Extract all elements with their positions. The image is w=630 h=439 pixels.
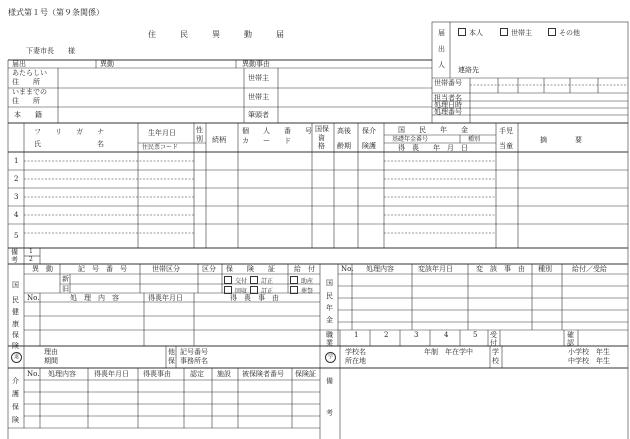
kokuho-shin: 新: [62, 275, 69, 283]
hittousha-label: 筆頭者: [248, 111, 269, 119]
kaigo-hihoken-header: 被保険者番号: [242, 370, 284, 378]
biko-row: 1: [29, 248, 33, 255]
kokuho-no-header: No.: [27, 294, 40, 302]
kaigo-nintei-header: 認定: [190, 370, 204, 378]
kiso-header: 基礎年金番号: [392, 136, 429, 143]
biko-row: 2: [29, 256, 33, 263]
kokuho-label-4: 康: [12, 320, 19, 328]
kaigo-biko-label-1: 備: [326, 377, 333, 385]
kaigo-shori-header: 処理内容: [48, 370, 76, 378]
biko-label-2: 考: [11, 256, 18, 264]
kokuho-kigo-header: 記 号 番 号: [78, 265, 127, 273]
gakko-circle: 学: [325, 352, 336, 363]
school-name-label: 学校名: [345, 348, 366, 356]
new-address-label-2: 住 所: [12, 78, 40, 86]
kaigo-tokuso-header: 得喪年月日: [94, 370, 129, 378]
nenkin-label-2: 民: [326, 292, 333, 300]
jimusho-label: 事務所名: [180, 357, 208, 365]
nenkin-label-1: 国: [326, 279, 333, 287]
middle-label: 中学校 年生: [568, 357, 610, 365]
biko-label-1: 備: [11, 248, 18, 256]
koki-header-2: 齢期: [337, 142, 351, 150]
check-sosai[interactable]: 葬祭: [290, 286, 313, 295]
kikan-label: 期間: [44, 357, 58, 365]
kokuho-hoken-header: 保 険 証: [226, 265, 275, 273]
kaigo-label-1: 介: [12, 377, 19, 385]
furigana-header: フ リ ガ ナ: [34, 128, 104, 136]
check-kaishu[interactable]: 回収: [224, 286, 247, 295]
nenkin-label-3: 年: [326, 304, 333, 312]
ho-label: 保: [168, 357, 175, 365]
row-number: 5: [14, 232, 19, 240]
shokugyo-num: 5: [473, 331, 478, 339]
kigou2-label: 記号番号: [180, 348, 208, 356]
contact-label: 連絡先: [458, 66, 479, 74]
shokugyo-label-2: 業: [326, 339, 333, 347]
kokuho-header-2: 資: [318, 134, 325, 142]
shokugyo-num: 1: [354, 331, 359, 339]
kokuho-idou-header: 異 動: [32, 265, 53, 273]
kokuho-header-1: 国保: [315, 125, 329, 133]
shubetsu-header: 種別: [468, 136, 481, 143]
nenkin-label-4: 金: [326, 316, 333, 324]
todoke-label: 届出: [12, 60, 26, 68]
idou-label: 異動: [100, 60, 114, 68]
ta-label: 他: [168, 348, 175, 356]
old-address-label-2: 住 所: [12, 97, 40, 105]
mynumber-card-header: カ ー ド: [242, 137, 291, 145]
zokugara-header: 続柄: [212, 136, 226, 144]
kaigo-shisetsu-header: 施設: [217, 370, 231, 378]
nenkin-henkou-header: 変該年月日: [418, 265, 453, 273]
old-address-label-1: いままでの: [12, 88, 47, 96]
notifier-label-3: 人: [438, 61, 445, 69]
kokuho-setai-header: 世帯区分: [152, 265, 180, 273]
hokai-header-2: 険護: [362, 142, 376, 150]
date-label: 処理日時: [434, 101, 462, 109]
kokuho-tokuso-header: 得喪年月日: [148, 294, 183, 302]
kaigo-label-2: 護: [12, 390, 19, 398]
mynumber-header: 個 人 番 号: [242, 127, 312, 135]
option-self[interactable]: 本人: [458, 28, 483, 37]
kaigo-label-3: 保: [12, 403, 19, 411]
kokuho-shori-header: 処 理 内 容: [70, 294, 119, 302]
check-josan[interactable]: 助産: [290, 276, 313, 285]
nenkin-kyufu-header: 給付／受給: [572, 265, 607, 273]
shokugyo-label-1: 職: [326, 331, 333, 339]
kokuho-kyufu-header: 給 付: [294, 265, 315, 273]
kokuho-label-2: 民: [12, 296, 19, 304]
row-number: 2: [14, 175, 19, 183]
kakunin-label-1: 確: [567, 331, 574, 339]
nenkin-no-header: No.: [341, 265, 354, 273]
form-number: 様式第１号（第９条関係）: [8, 8, 104, 17]
row-number: 3: [14, 193, 19, 201]
nenkin-jiyu-header: 変 該 事 由: [476, 265, 525, 273]
staff-label: 担当者名: [434, 94, 462, 102]
row-number: 1: [14, 157, 19, 165]
setainushi-label-1: 世帯主: [248, 74, 269, 82]
kokuho-label-6: 険: [12, 342, 19, 350]
check-kofu[interactable]: 交付: [224, 276, 247, 285]
soushitsu-header: 得 喪 年 月 日: [398, 144, 468, 152]
riyu-label: 理由: [44, 348, 58, 356]
kaigo-hokensho-header: 保険証: [295, 370, 316, 378]
option-householder[interactable]: 世帯主: [500, 28, 532, 37]
gaku-label-2: 校: [492, 357, 499, 365]
kokuho-kyu: 旧: [62, 285, 69, 293]
setainushi-label-2: 世帯主: [248, 93, 269, 101]
kaigo-no-header: No.: [27, 370, 40, 378]
page-title: 住 民 異 動 届: [148, 30, 284, 39]
kakunin-label-2: 認: [567, 339, 574, 347]
shokugyo-num: 3: [414, 331, 419, 339]
row-number: 4: [14, 211, 19, 219]
gender-header-1: 性: [196, 126, 203, 134]
koki-header-1: 高後: [337, 127, 351, 135]
notifier-label-2: 出: [438, 45, 445, 53]
check-teisei2[interactable]: 訂正: [250, 286, 273, 295]
addressee: 下妻市長 様: [26, 47, 75, 55]
kaigo-jiyu-header: 得喪事由: [143, 370, 171, 378]
checkbox[interactable]: [458, 28, 466, 36]
shokugyo-num: 2: [384, 331, 389, 339]
nenkin-shori-header: 処理内容: [366, 265, 394, 273]
nenkin-shubetsu-header: 種別: [538, 265, 552, 273]
kaigo-label-4: 険: [12, 416, 19, 424]
gaku-label-1: 学: [492, 348, 499, 356]
teate-header-2: 当童: [499, 142, 513, 150]
uketsuke-label-1: 受: [490, 331, 497, 339]
kokuho-tokuso-jiyu-header: 得 喪 事 由: [230, 294, 279, 302]
checkbox[interactable]: [500, 28, 508, 36]
elementary-label: 小学校 年生: [568, 348, 610, 356]
option-other[interactable]: その他: [548, 28, 580, 37]
nenkin-header: 国 民 年 金: [398, 126, 468, 134]
grade-label: 年制 年在学中: [424, 348, 473, 356]
proc-no-label: 処理番号: [434, 108, 462, 116]
kokuho-label-3: 健: [12, 308, 19, 316]
kokuho-header-3: 格: [318, 142, 325, 150]
honseki-label: 本 籍: [14, 111, 42, 119]
taishoku-circle: 退: [11, 352, 22, 363]
idou-jiyu-label: 異動事由: [242, 60, 270, 68]
kokuho-label-5: 保: [12, 331, 19, 339]
checkbox[interactable]: [548, 28, 556, 36]
new-address-label-1: あたらしい: [12, 69, 47, 77]
uketsuke-label-2: 付: [490, 339, 497, 347]
kokuho-label-1: 国: [12, 281, 19, 289]
tekiyo-header: 摘 要: [540, 136, 582, 144]
shokugyo-num: 4: [444, 331, 449, 339]
school-address-label: 所在地: [345, 357, 366, 365]
kokuho-kubun-header: 区分: [202, 265, 216, 273]
check-teisei[interactable]: 訂正: [250, 276, 273, 285]
gender-header-2: 別: [196, 135, 203, 143]
notifier-label-1: 届: [438, 29, 445, 37]
juminhyo-header: 住民票コード: [142, 144, 179, 151]
teate-header-1: 手児: [499, 127, 513, 135]
hokai-header-1: 保介: [362, 127, 376, 135]
household-no-label: 世帯番号: [434, 79, 462, 87]
birth-header: 生年月日: [148, 129, 176, 137]
name-header: 氏 名: [34, 140, 104, 148]
kaigo-biko-label-2: 考: [326, 409, 333, 417]
